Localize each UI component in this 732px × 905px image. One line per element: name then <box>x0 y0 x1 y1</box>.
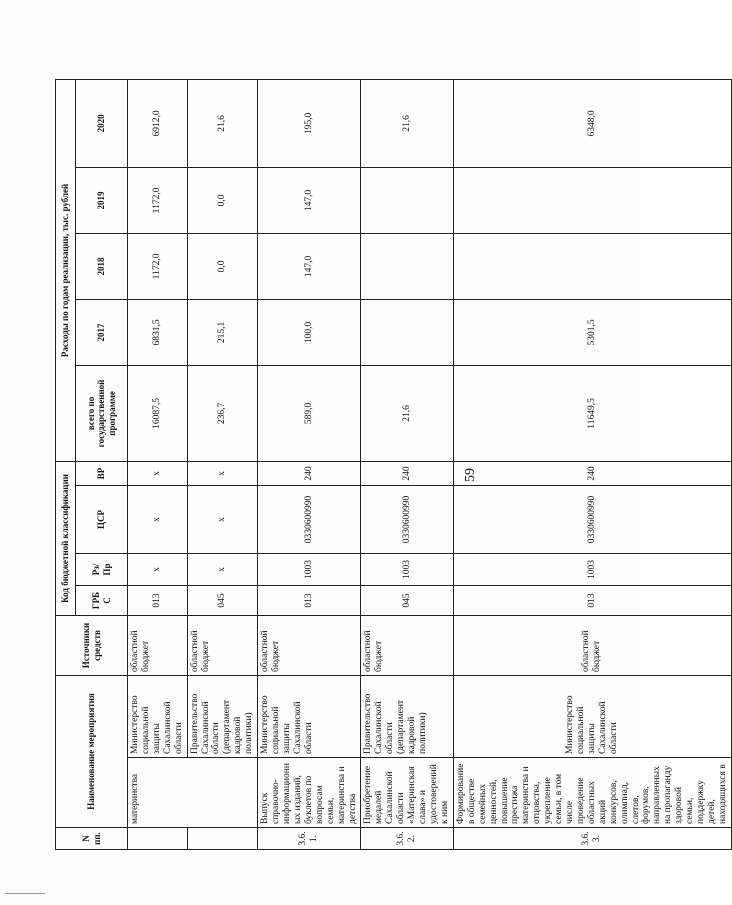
row-source: областной бюджет <box>361 615 453 675</box>
row-rzpr: 1003 <box>453 553 731 585</box>
row-2018: 147,0 <box>258 233 361 299</box>
row-csr: х <box>187 485 258 553</box>
row-csr: 0330600990 <box>258 485 361 553</box>
row-2019: 147,0 <box>258 167 361 233</box>
row-name: материнства <box>128 758 258 828</box>
row-no <box>128 828 188 850</box>
row-grbs: 013 <box>128 585 188 615</box>
row-csr: 0330600990 <box>453 485 731 553</box>
row-2017 <box>361 299 453 365</box>
row-2018 <box>361 233 453 299</box>
row-csr: х <box>128 485 188 553</box>
table-row <box>361 79 453 849</box>
row-2017: 215,1 <box>187 299 258 365</box>
row-vr: 240 <box>258 461 361 485</box>
row-2019 <box>361 167 453 233</box>
row-no: 3.6.1. <box>258 828 361 850</box>
row-grbs: 045 <box>361 585 453 615</box>
row-source: областной бюджет <box>187 615 258 675</box>
row-2019 <box>453 167 731 233</box>
row-vr: х <box>128 461 188 485</box>
row-vr: х <box>187 461 258 485</box>
header-name: Наименование мероприятия <box>56 675 128 827</box>
row-2020: 195,0 <box>258 79 361 167</box>
row-no <box>187 828 258 850</box>
row-2017: 6831,5 <box>128 299 188 365</box>
row-source: областной бюджет <box>258 615 361 675</box>
table-row <box>453 79 731 849</box>
row-source: областной бюджет <box>453 615 731 675</box>
row-total: 589,0 <box>258 365 361 461</box>
header-total: всего по государственной программе <box>76 365 128 461</box>
row-executor: Министерство социальной защиты Сахалинской области <box>128 675 188 757</box>
table-row <box>187 79 258 849</box>
row-executor: Министерство социальной защиты Сахалинской области <box>258 675 361 757</box>
row-2018: 0,0 <box>187 233 258 299</box>
header-2017: 2017 <box>76 299 128 365</box>
header-sources: Источники средств <box>56 615 128 675</box>
header-expenses: Расходы по годам реализации, тыс. рублей <box>56 79 76 461</box>
header-vr: ВР <box>76 461 128 485</box>
row-grbs: 013 <box>258 585 361 615</box>
row-vr: 240 <box>453 461 731 485</box>
row-grbs: 013 <box>453 585 731 615</box>
row-2018: 1172,0 <box>128 233 188 299</box>
row-2019: 0,0 <box>187 167 258 233</box>
header-grbs: ГРБС <box>76 585 128 615</box>
row-2018 <box>453 233 731 299</box>
row-2017: 100,0 <box>258 299 361 365</box>
header-no: N пп. <box>56 828 128 850</box>
row-2020: 21,6 <box>187 79 258 167</box>
header-budget-code: Код бюджетной классификации <box>56 461 76 615</box>
row-rzpr: 1003 <box>361 553 453 585</box>
budget-table <box>55 79 732 850</box>
header-rzpr: Рз/ Пр <box>76 553 128 585</box>
row-name: Выпуск справочно-информационных изданий, буклетов по вопросам семьи, материнства и детства <box>258 758 361 828</box>
row-name: Приобретение медалей Сахалинской области «Материнская слава» и удостоверений к ним <box>361 758 453 828</box>
row-total: 16087,5 <box>128 365 188 461</box>
row-csr: 0330600990 <box>361 485 453 553</box>
row-2019: 1172,0 <box>128 167 188 233</box>
row-2017: 5301,5 <box>453 299 731 365</box>
row-vr: 240 <box>361 461 453 485</box>
row-rzpr: 1003 <box>258 553 361 585</box>
page-number: 59 <box>463 468 478 482</box>
row-no: 3.6.3. <box>453 828 731 850</box>
header-csr: ЦСР <box>76 485 128 553</box>
scan-artifact-line <box>5 893 45 894</box>
row-executor: Правительство Сахалинской области (департамент кадровой политики) <box>361 675 453 757</box>
row-2020: 21,6 <box>361 79 453 167</box>
row-rzpr: х <box>128 553 188 585</box>
row-grbs: 045 <box>187 585 258 615</box>
table-row <box>258 79 361 849</box>
row-no: 3.6.2. <box>361 828 453 850</box>
row-source: областной бюджет <box>128 615 188 675</box>
row-rzpr: х <box>187 553 258 585</box>
rotated-content <box>55 100 728 850</box>
row-executor: Министерство социальной защиты Сахалинской области <box>453 675 731 757</box>
row-2020: 6348,0 <box>453 79 731 167</box>
row-total: 21,6 <box>361 365 453 461</box>
header-2019: 2019 <box>76 167 128 233</box>
row-name: Формирование в обществе семейных ценностей, повышение престижа материнства и отцовства, укрепление семьи, в том числе проведение областных акций конкурсов, олимпиад, слетов, форумов, направленных на пропаганду здоровой семьи, поддержку детей, находящихся в <box>453 758 731 828</box>
row-total: 11649,5 <box>453 365 731 461</box>
row-2020: 6912,0 <box>128 79 188 167</box>
row-executor: Правительство Сахалинской области (департамент кадровой политики) <box>187 675 258 757</box>
table-row <box>128 79 188 849</box>
row-total: 236,7 <box>187 365 258 461</box>
header-2020: 2020 <box>76 79 128 167</box>
header-2018: 2018 <box>76 233 128 299</box>
